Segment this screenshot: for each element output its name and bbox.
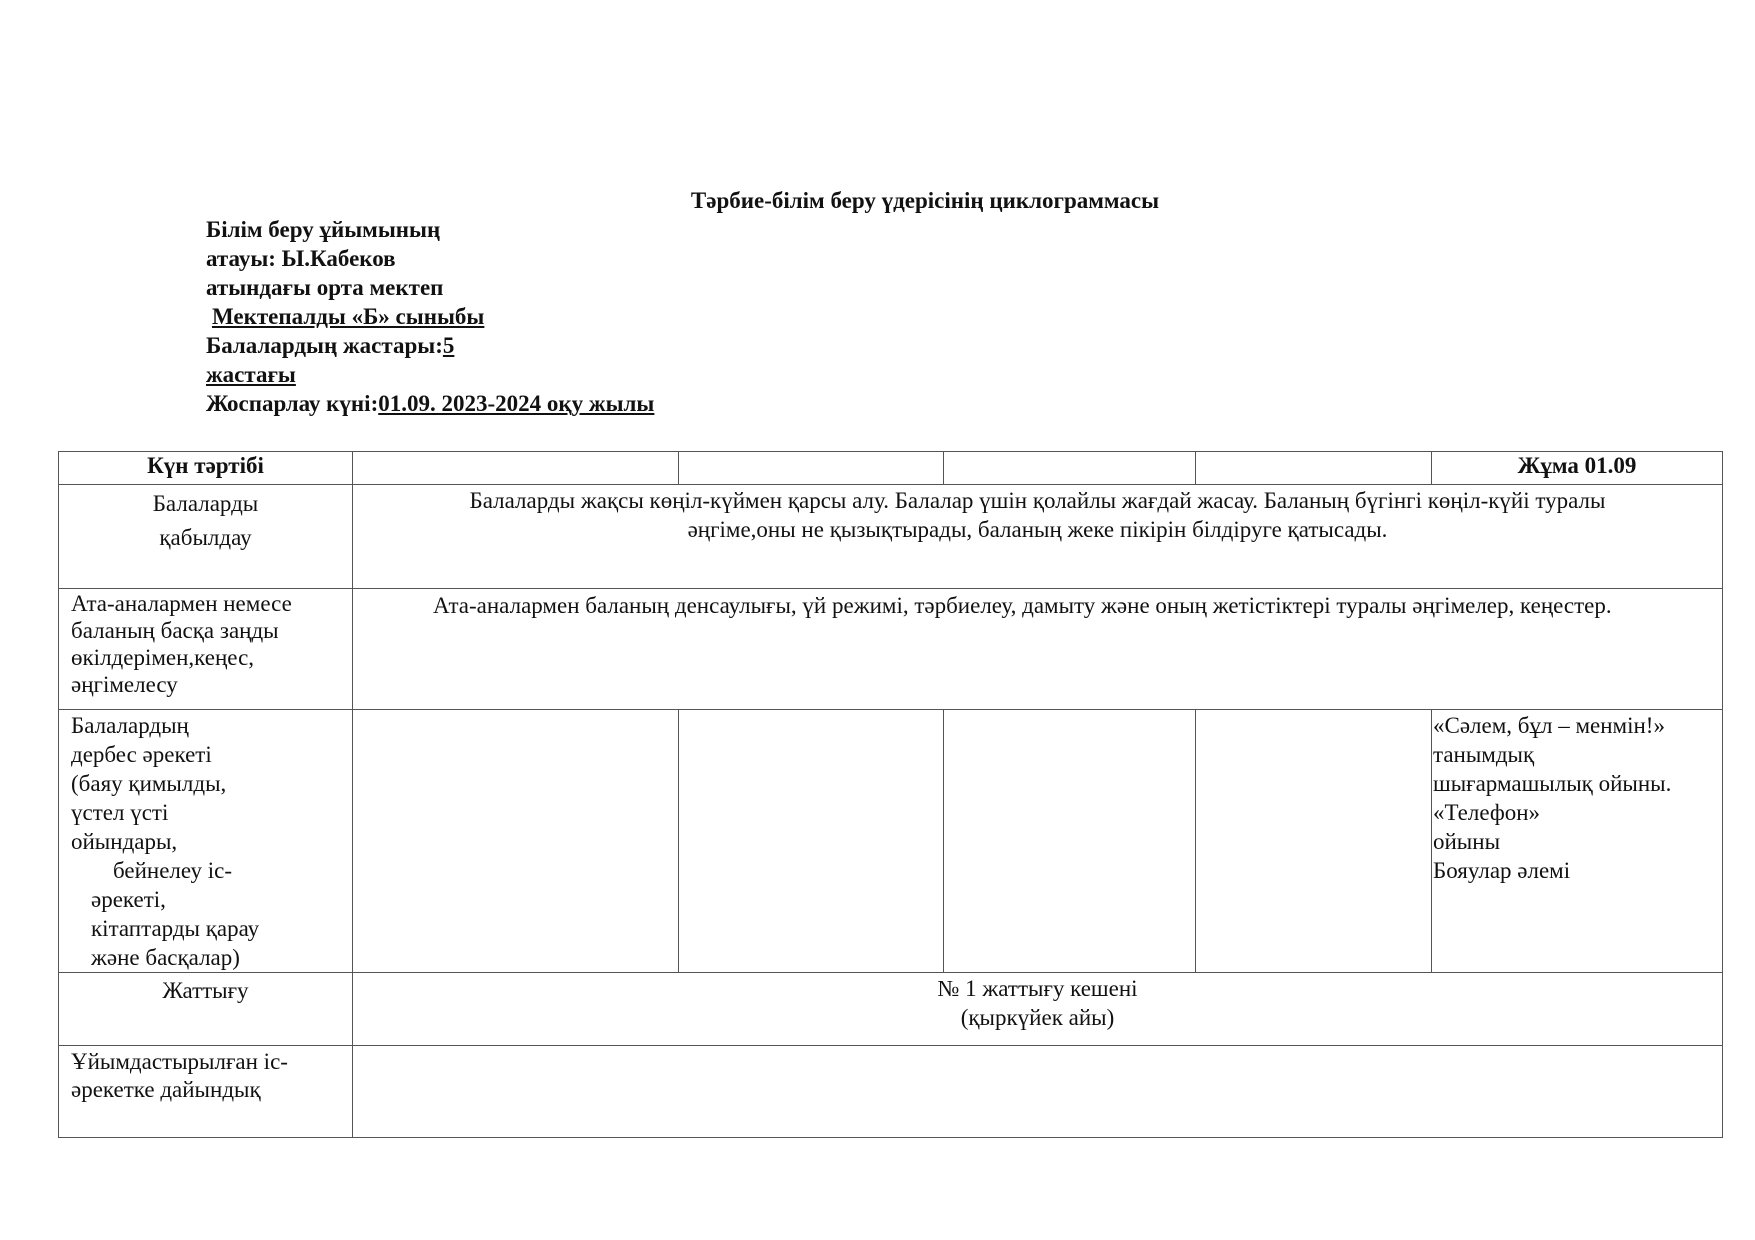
group-name: Мектепалды «Б» сыныбы: [212, 304, 485, 329]
row-label-line: бейнелеу іс-: [113, 858, 233, 883]
reception-content: Балаларды жақсы көңіл-күймен қарсы алу. Балалар үшін қолайлы жағдай жасау. Баланың бүгінгі көңіл-күйі туралы әңгіме,оны не қызықтырады, баланың жеке пікірін білдіруге қатысады.: [353, 485, 1723, 589]
empty-cell: [353, 710, 679, 973]
row-label-line: ойындары,: [71, 829, 178, 854]
empty-cell: [679, 710, 944, 973]
friday-activities: [1432, 710, 1723, 973]
table-row: [59, 589, 1723, 710]
table-row: [59, 1046, 1723, 1138]
row-label-line: үстел үсті: [71, 800, 169, 825]
row-label-line: және басқалар): [91, 945, 240, 970]
table-header-row: [59, 452, 1723, 485]
table-row: [59, 710, 1723, 973]
empty-cell: [944, 710, 1196, 973]
empty-cell: [1196, 710, 1432, 973]
age-label: Балалардың жастары:: [206, 333, 443, 358]
exercise-content: [353, 973, 1723, 1046]
activity-line: шығармашылық ойыны.: [1433, 771, 1672, 796]
row-label-line: кітаптарды қарау: [91, 916, 260, 941]
schedule-table: [58, 451, 1723, 1138]
organization-line: атындағы орта мектеп: [206, 275, 444, 300]
row-label-line: әрекетке дайындық: [71, 1077, 261, 1102]
exercise-line: № 1 жаттығу кешені: [937, 976, 1138, 1001]
parents-content: Ата-аналармен баланың денсаулығы, үй режимі, тәрбиелеу, дамыту және оның жетістіктері туралы әңгімелер, кеңестер.: [353, 589, 1723, 710]
header-cell-day: [679, 452, 944, 485]
header-cell-day: [353, 452, 679, 485]
age-value: 5: [442, 333, 455, 358]
row-label-exercise: Жаттығу: [59, 973, 353, 1046]
row-label-line: өкілдерімен,кеңес,: [71, 645, 255, 670]
row-label-line: (баяу қимылды,: [71, 771, 227, 796]
row-label-independent: [59, 710, 353, 973]
group-line: [206, 302, 806, 331]
header-cell-day: [1196, 452, 1432, 485]
age-line: [206, 331, 806, 360]
row-label-line: Балаларды: [152, 491, 259, 516]
row-label-preparation: [59, 1046, 353, 1138]
header-cell-schedule: Күн тәртібі: [59, 452, 353, 485]
document-info: [206, 215, 806, 418]
row-label-line: дербес әрекеті: [71, 742, 212, 767]
row-label-line: әңгімелесу: [71, 672, 178, 697]
row-label-reception: [59, 485, 353, 589]
planning-value: 01.09. 2023-2024 оқу жылы: [378, 391, 655, 416]
header-cell-day: [944, 452, 1196, 485]
preparation-content: [353, 1046, 1723, 1138]
planning-label: Жоспарлау күні:: [206, 391, 379, 416]
activity-line: «Сәлем, бұл – менмін!»: [1433, 713, 1665, 738]
row-label-line: баланың басқа заңды: [71, 618, 279, 643]
exercise-line: (қыркүйек айы): [960, 1005, 1115, 1030]
activity-line: «Телефон»: [1433, 800, 1541, 825]
row-label-parents: [59, 589, 353, 710]
table-row: [59, 485, 1723, 589]
activity-line: танымдық: [1433, 742, 1535, 767]
activity-line: ойыны: [1433, 829, 1501, 854]
document-title: Тәрбие-білім беру үдерісінің циклограммасы: [690, 188, 1160, 213]
row-label-line: қабылдау: [159, 525, 252, 550]
row-label-line: Балалардың: [71, 713, 189, 738]
age-value-2: жастағы: [206, 362, 296, 387]
planning-line: [206, 389, 806, 418]
row-label-line: әрекеті,: [91, 887, 166, 912]
header-cell-friday: Жұма 01.09: [1432, 452, 1723, 485]
organization-line: Білім беру ұйымының: [206, 217, 441, 242]
age-line-2: [206, 360, 806, 389]
table-row: [59, 973, 1723, 1046]
organization-line: атауы: Ы.Кабеков: [206, 246, 396, 271]
activity-line: Бояулар әлемі: [1433, 858, 1571, 883]
row-label-line: Ата-аналармен немесе: [71, 591, 292, 616]
row-label-line: Ұйымдастырылған іс-: [71, 1049, 288, 1074]
